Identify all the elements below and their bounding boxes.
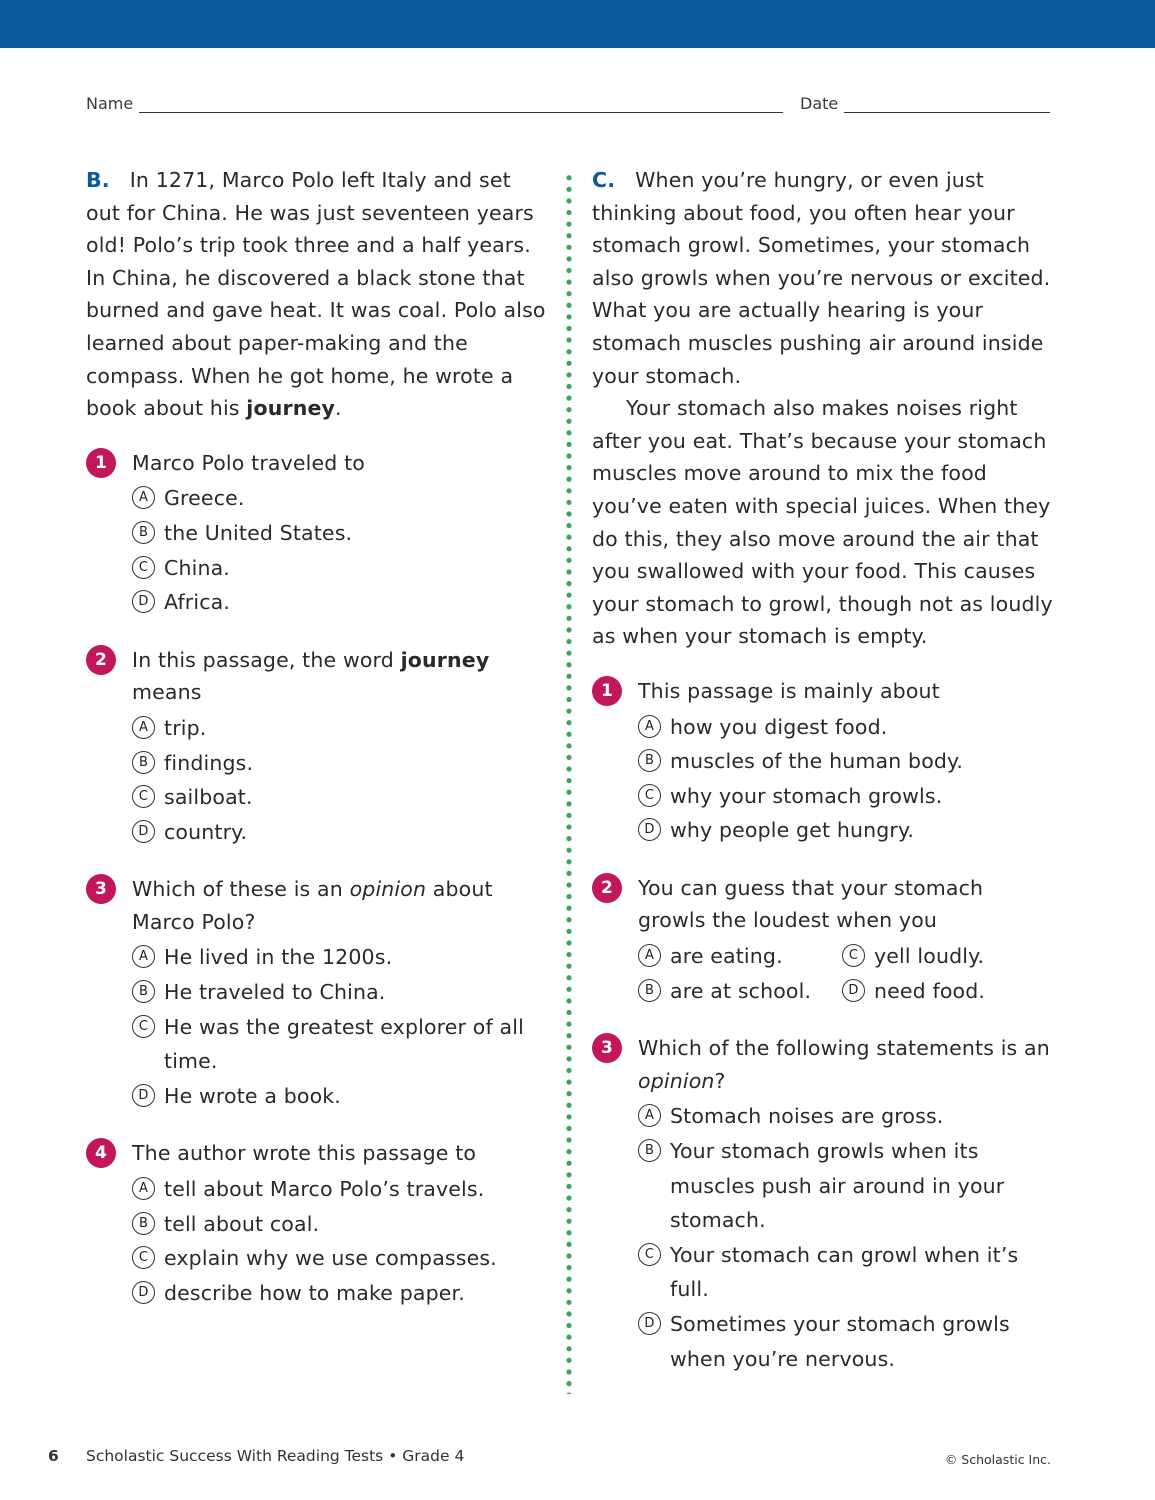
question-b2 (86, 644, 548, 850)
answer-option[interactable]: A tell about Marco Polo’s travels. (132, 1172, 548, 1207)
name-writing-line[interactable] (139, 94, 783, 113)
question-stem: In this passage, the word journey means (132, 647, 490, 705)
answer-bubble[interactable]: C (132, 556, 155, 579)
answer-bubble[interactable]: B (132, 521, 155, 544)
top-color-bar (0, 0, 1155, 48)
answer-option[interactable]: A Stomach noises are gross. (638, 1099, 1054, 1134)
answer-bubble[interactable]: B (132, 751, 155, 774)
answer-bubble[interactable]: D (132, 1084, 155, 1107)
answer-bubble[interactable]: B (638, 979, 661, 1002)
section-letter-b: B. (86, 168, 110, 192)
answer-bubble[interactable]: B (638, 1139, 661, 1162)
question-c2 (592, 872, 1054, 1008)
answer-option[interactable]: B muscles of the human body. (638, 744, 1054, 779)
question-b1 (86, 447, 548, 620)
answer-bubble[interactable]: C (638, 1243, 661, 1266)
section-b (86, 164, 548, 1310)
answer-bubble[interactable]: C (132, 785, 155, 808)
answer-option[interactable]: B He traveled to China. (132, 975, 548, 1010)
answer-bubble[interactable]: D (638, 1312, 661, 1335)
answer-bubble[interactable]: C (132, 1015, 155, 1038)
answer-option[interactable]: D Sometimes your stomach growls when you’re nervous. (638, 1307, 1054, 1376)
answer-option[interactable]: A He lived in the 1200s. (132, 940, 548, 975)
question-number-badge: 1 (86, 448, 116, 478)
date-field (800, 94, 1050, 113)
answer-bubble[interactable]: A (132, 1177, 155, 1200)
answer-option[interactable]: D need food. (842, 974, 1062, 1009)
answer-bubble[interactable]: C (842, 944, 865, 967)
answer-option[interactable]: C explain why we use compasses. (132, 1241, 548, 1276)
answer-option[interactable]: D Africa. (132, 585, 548, 620)
question-number-badge: 3 (592, 1033, 622, 1063)
question-stem: This passage is mainly about (638, 678, 940, 703)
question-c1 (592, 675, 1054, 848)
passage-c-paragraph-2: Your stomach also makes noises right after you eat. That’s because your stomach muscles move around to mix the food you’ve eaten with special juices. When they do this, they also move around the air that you swallowed with your food. This causes your stomach to growl, though not as loudly as when your stomach is empty. (592, 396, 1053, 649)
question-number-badge: 3 (86, 874, 116, 904)
question-number-badge: 4 (86, 1138, 116, 1168)
answer-option[interactable]: C He was the greatest explorer of all time. (132, 1010, 548, 1079)
question-b3 (86, 873, 548, 1113)
answer-option[interactable]: D describe how to make paper. (132, 1276, 548, 1311)
answer-bubble[interactable]: B (132, 1212, 155, 1235)
column-divider (566, 172, 572, 1394)
section-c (592, 164, 1054, 1376)
question-number-badge: 2 (592, 873, 622, 903)
answer-option[interactable]: C China. (132, 551, 548, 586)
name-label: Name (86, 94, 134, 113)
date-label: Date (800, 94, 839, 113)
question-stem: Which of the following statements is an opinion? (638, 1036, 1050, 1093)
answer-option[interactable]: D country. (132, 815, 548, 850)
question-number-badge: 2 (86, 645, 116, 675)
question-stem: Which of these is an opinion about Marco Polo? (132, 877, 493, 934)
passage-b (86, 164, 548, 425)
question-stem: You can guess that your stomach growls the loudest when you (638, 875, 984, 933)
answer-option[interactable]: C Your stomach can growl when it’s full. (638, 1238, 1054, 1307)
passage-c-paragraph-1: C. When you’re hungry, or even just thinking about food, you often hear your stomach growl. Sometimes, your stomach also growls when you’re nervous or excited. What you are actually hearing is your stomach muscles pushing air around inside your stomach. (592, 168, 1051, 388)
answer-bubble[interactable]: D (638, 818, 661, 841)
section-letter-c: C. (592, 168, 616, 192)
answer-bubble[interactable]: B (132, 980, 155, 1003)
question-c3 (592, 1032, 1054, 1376)
question-number-badge: 1 (592, 676, 622, 706)
book-title: Scholastic Success With Reading Tests • Grade 4 (86, 1447, 465, 1465)
answer-bubble[interactable]: D (132, 590, 155, 613)
answer-bubble[interactable]: A (638, 1104, 661, 1127)
passage-b-text: B. In 1271, Marco Polo left Italy and set out for China. He was just seventeen years old! Polo’s trip took three and a half years. In China, he discovered a black stone that burned and gave heat. It was coal. Polo also learned about paper-making and the compass. When he got home, he wrote a book about his journey. (86, 168, 546, 421)
answer-option[interactable]: A how you digest food. (638, 710, 1054, 745)
passage-c (592, 164, 1054, 653)
answer-option[interactable]: B findings. (132, 746, 548, 781)
answer-option[interactable]: B Your stomach growls when its muscles push air around in your stomach. (638, 1134, 1054, 1238)
answer-options-grid (638, 939, 1054, 1008)
answer-bubble[interactable]: B (638, 749, 661, 772)
answer-bubble[interactable]: C (132, 1246, 155, 1269)
name-field (86, 94, 783, 113)
question-b4 (86, 1137, 548, 1310)
page-number: 6 (48, 1447, 59, 1465)
answer-option[interactable]: D why people get hungry. (638, 813, 1054, 848)
answer-option[interactable]: A are eating. (638, 939, 842, 974)
answer-option[interactable]: C sailboat. (132, 780, 548, 815)
answer-option[interactable]: D He wrote a book. (132, 1079, 548, 1114)
answer-bubble[interactable]: C (638, 784, 661, 807)
answer-bubble[interactable]: A (638, 944, 661, 967)
question-stem: The author wrote this passage to (132, 1141, 477, 1166)
answer-option[interactable]: B the United States. (132, 516, 548, 551)
keyword-journey: journey (246, 396, 336, 421)
answer-bubble[interactable]: A (132, 486, 155, 509)
answer-option[interactable]: A trip. (132, 711, 548, 746)
copyright-notice: © Scholastic Inc. (944, 1452, 1051, 1467)
answer-option[interactable]: C why your stomach growls. (638, 779, 1054, 814)
answer-bubble[interactable]: A (132, 716, 155, 739)
answer-option[interactable]: C yell loudly. (842, 939, 1062, 974)
answer-option[interactable]: B tell about coal. (132, 1207, 548, 1242)
answer-bubble[interactable]: A (638, 715, 661, 738)
date-writing-line[interactable] (844, 94, 1050, 113)
answer-option[interactable]: B are at school. (638, 974, 842, 1009)
answer-bubble[interactable]: D (842, 979, 865, 1002)
answer-bubble[interactable]: A (132, 945, 155, 968)
answer-option[interactable]: A Greece. (132, 481, 548, 516)
answer-bubble[interactable]: D (132, 1281, 155, 1304)
question-stem: Marco Polo traveled to (132, 450, 365, 475)
answer-bubble[interactable]: D (132, 820, 155, 843)
